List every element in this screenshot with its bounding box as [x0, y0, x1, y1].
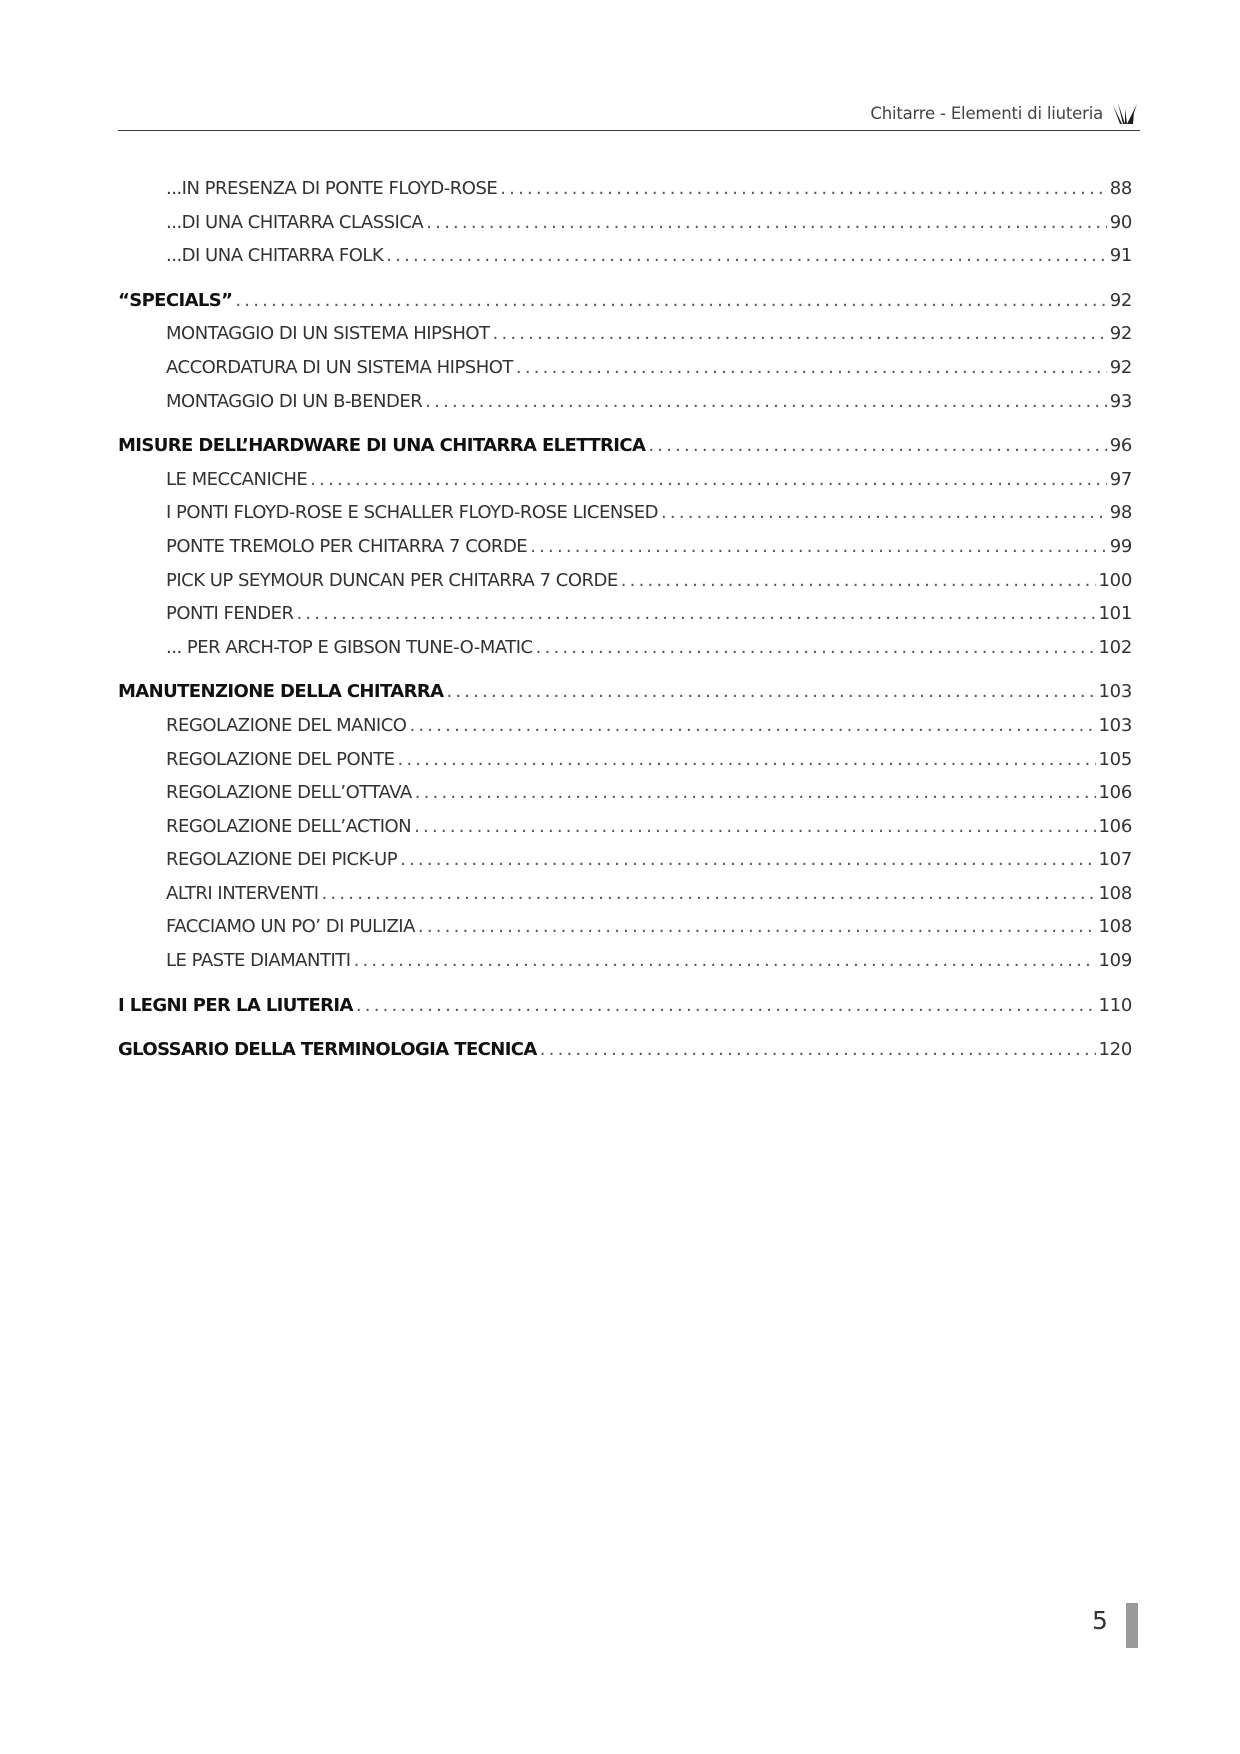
- toc-entry-page-number: 92: [1109, 323, 1132, 345]
- toc-entry-label: MANUTENZIONE DELLA CHITARRA: [118, 681, 444, 703]
- toc-subsection-entry: [118, 391, 1132, 425]
- toc-dot-leader: [426, 212, 1106, 233]
- toc-subsection-entry: [118, 816, 1132, 850]
- toc-subsection-entry: [118, 603, 1132, 637]
- toc-entry-page-number: 120: [1098, 1039, 1132, 1061]
- toc-dot-leader: [235, 290, 1106, 311]
- toc-subsection-entry: [118, 212, 1132, 246]
- toc-section-entry: [118, 681, 1132, 715]
- toc-dot-leader: [536, 637, 1096, 658]
- toc-dot-leader: [310, 469, 1106, 490]
- toc-dot-leader: [386, 245, 1106, 266]
- toc-section-entry: [118, 1039, 1132, 1073]
- toc-entry-page-number: 92: [1109, 356, 1132, 378]
- toc-entry-page-number: 103: [1098, 681, 1132, 703]
- toc-subsection-entry: [118, 469, 1132, 503]
- toc-entry-page-number: 108: [1098, 882, 1132, 904]
- toc-entry-label: GLOSSARIO DELLA TERMINOLOGIA TECNICA: [118, 1039, 537, 1061]
- toc-entry-page-number: 107: [1098, 849, 1132, 871]
- toc-entry-page-number: 108: [1098, 916, 1132, 938]
- toc-section-entry: [118, 995, 1132, 1029]
- toc-dot-leader: [354, 950, 1096, 971]
- toc-dot-leader: [418, 916, 1096, 937]
- toc-entry-page-number: 103: [1098, 714, 1132, 736]
- toc-dot-leader: [648, 435, 1106, 456]
- toc-entry-page-number: 110: [1098, 994, 1132, 1016]
- toc-dot-leader: [516, 357, 1107, 378]
- toc-subsection-entry: [118, 916, 1132, 950]
- toc-entry-page-number: 91: [1109, 245, 1132, 267]
- toc-subsection-entry: [118, 715, 1132, 749]
- toc-subsection-entry: [118, 849, 1132, 883]
- toc-entry-label: ...DI UNA CHITARRA CLASSICA: [166, 211, 424, 233]
- toc-entry-label: ALTRI INTERVENTI: [166, 882, 319, 904]
- toc-entry-label: “SPECIALS”: [118, 289, 233, 311]
- toc-entry-label: REGOLAZIONE DELL’OTTAVA: [166, 782, 412, 804]
- toc-subsection-entry: [118, 502, 1132, 536]
- toc-subsection-entry: [118, 950, 1132, 984]
- toc-subsection-entry: [118, 883, 1132, 917]
- page-tab-marker: [1126, 1603, 1138, 1648]
- toc-entry-label: ...DI UNA CHITARRA FOLK: [166, 245, 384, 267]
- toc-dot-leader: [400, 849, 1095, 870]
- page-number: 5: [1092, 1606, 1108, 1635]
- toc-entry-label: REGOLAZIONE DEL MANICO: [166, 714, 407, 736]
- toc-entry-label: I PONTI FLOYD-ROSE E SCHALLER FLOYD-ROSE LICENSED: [166, 502, 658, 524]
- toc-entry-label: MONTAGGIO DI UN SISTEMA HIPSHOT: [166, 323, 490, 345]
- toc-entry-page-number: 102: [1098, 636, 1132, 658]
- toc-entry-label: MONTAGGIO DI UN B-BENDER: [166, 390, 423, 412]
- toc-subsection-entry: [118, 357, 1132, 391]
- toc-dot-leader: [500, 178, 1106, 199]
- toc-entry-label: PONTI FENDER: [166, 603, 294, 625]
- toc-dot-leader: [493, 323, 1107, 344]
- toc-entry-label: ... PER ARCH-TOP E GIBSON TUNE-O-MATIC: [166, 636, 533, 658]
- toc-dot-leader: [425, 391, 1106, 412]
- toc-dot-leader: [356, 995, 1096, 1016]
- toc-entry-page-number: 105: [1098, 748, 1132, 770]
- toc-entry-page-number: 106: [1098, 815, 1132, 837]
- toc-entry-label: LE PASTE DIAMANTITI: [166, 950, 351, 972]
- toc-section-entry: [118, 290, 1132, 324]
- toc-dot-leader: [621, 570, 1096, 591]
- toc-entry-page-number: 99: [1109, 535, 1132, 557]
- toc-dot-leader: [322, 883, 1096, 904]
- toc-entry-page-number: 98: [1109, 502, 1132, 524]
- toc-entry-page-number: 90: [1109, 211, 1132, 233]
- toc-subsection-entry: [118, 749, 1132, 783]
- toc-entry-page-number: 88: [1109, 178, 1132, 199]
- toc-entry-label: ACCORDATURA DI UN SISTEMA HIPSHOT: [166, 356, 513, 378]
- toc-subsection-entry: [118, 323, 1132, 357]
- toc-dot-leader: [540, 1039, 1096, 1060]
- toc-subsection-entry: [118, 178, 1132, 212]
- toc-entry-label: REGOLAZIONE DELL’ACTION: [166, 815, 412, 837]
- toc-entry-label: I LEGNI PER LA LIUTERIA: [118, 994, 353, 1016]
- toc-section-entry: [118, 435, 1132, 469]
- toc-entry-label: REGOLAZIONE DEL PONTE: [166, 748, 395, 770]
- toc-subsection-entry: [118, 536, 1132, 570]
- toc-dot-leader: [409, 715, 1095, 736]
- toc-dot-leader: [530, 536, 1107, 557]
- toc-entry-label: REGOLAZIONE DEI PICK-UP: [166, 849, 398, 871]
- toc-subsection-entry: [118, 637, 1132, 671]
- toc-entry-page-number: 93: [1109, 390, 1132, 412]
- table-of-contents: [118, 178, 1132, 1073]
- toc-entry-label: LE MECCANICHE: [166, 468, 308, 490]
- toc-entry-page-number: 92: [1109, 289, 1132, 311]
- toc-subsection-entry: [118, 782, 1132, 816]
- toc-entry-label: PONTE TREMOLO PER CHITARRA 7 CORDE: [166, 535, 528, 557]
- toc-dot-leader: [414, 816, 1095, 837]
- toc-entry-label: PICK UP SEYMOUR DUNCAN PER CHITARRA 7 CORDE: [166, 569, 618, 591]
- toc-dot-leader: [661, 502, 1107, 523]
- stylized-reed-logo-icon: [1112, 102, 1138, 126]
- toc-entry-label: MISURE DELL’HARDWARE DI UNA CHITARRA ELETTRICA: [118, 435, 646, 457]
- toc-entry-page-number: 101: [1098, 603, 1132, 625]
- toc-entry-page-number: 100: [1098, 569, 1132, 591]
- toc-entry-page-number: 109: [1098, 950, 1132, 972]
- running-header-title: Chitarre - Elementi di liuteria: [870, 104, 1103, 123]
- toc-entry-page-number: 96: [1109, 435, 1132, 457]
- toc-entry-label: ...IN PRESENZA DI PONTE FLOYD-ROSE: [166, 178, 498, 199]
- toc-dot-leader: [397, 749, 1095, 770]
- toc-subsection-entry: [118, 570, 1132, 604]
- toc-entry-page-number: 106: [1098, 782, 1132, 804]
- toc-dot-leader: [446, 681, 1095, 702]
- toc-dot-leader: [296, 603, 1095, 624]
- toc-entry-label: FACCIAMO UN PO’ DI PULIZIA: [166, 916, 415, 938]
- toc-entry-page-number: 97: [1109, 468, 1132, 490]
- running-header: [118, 96, 1140, 131]
- toc-dot-leader: [415, 782, 1096, 803]
- toc-subsection-entry: [118, 245, 1132, 279]
